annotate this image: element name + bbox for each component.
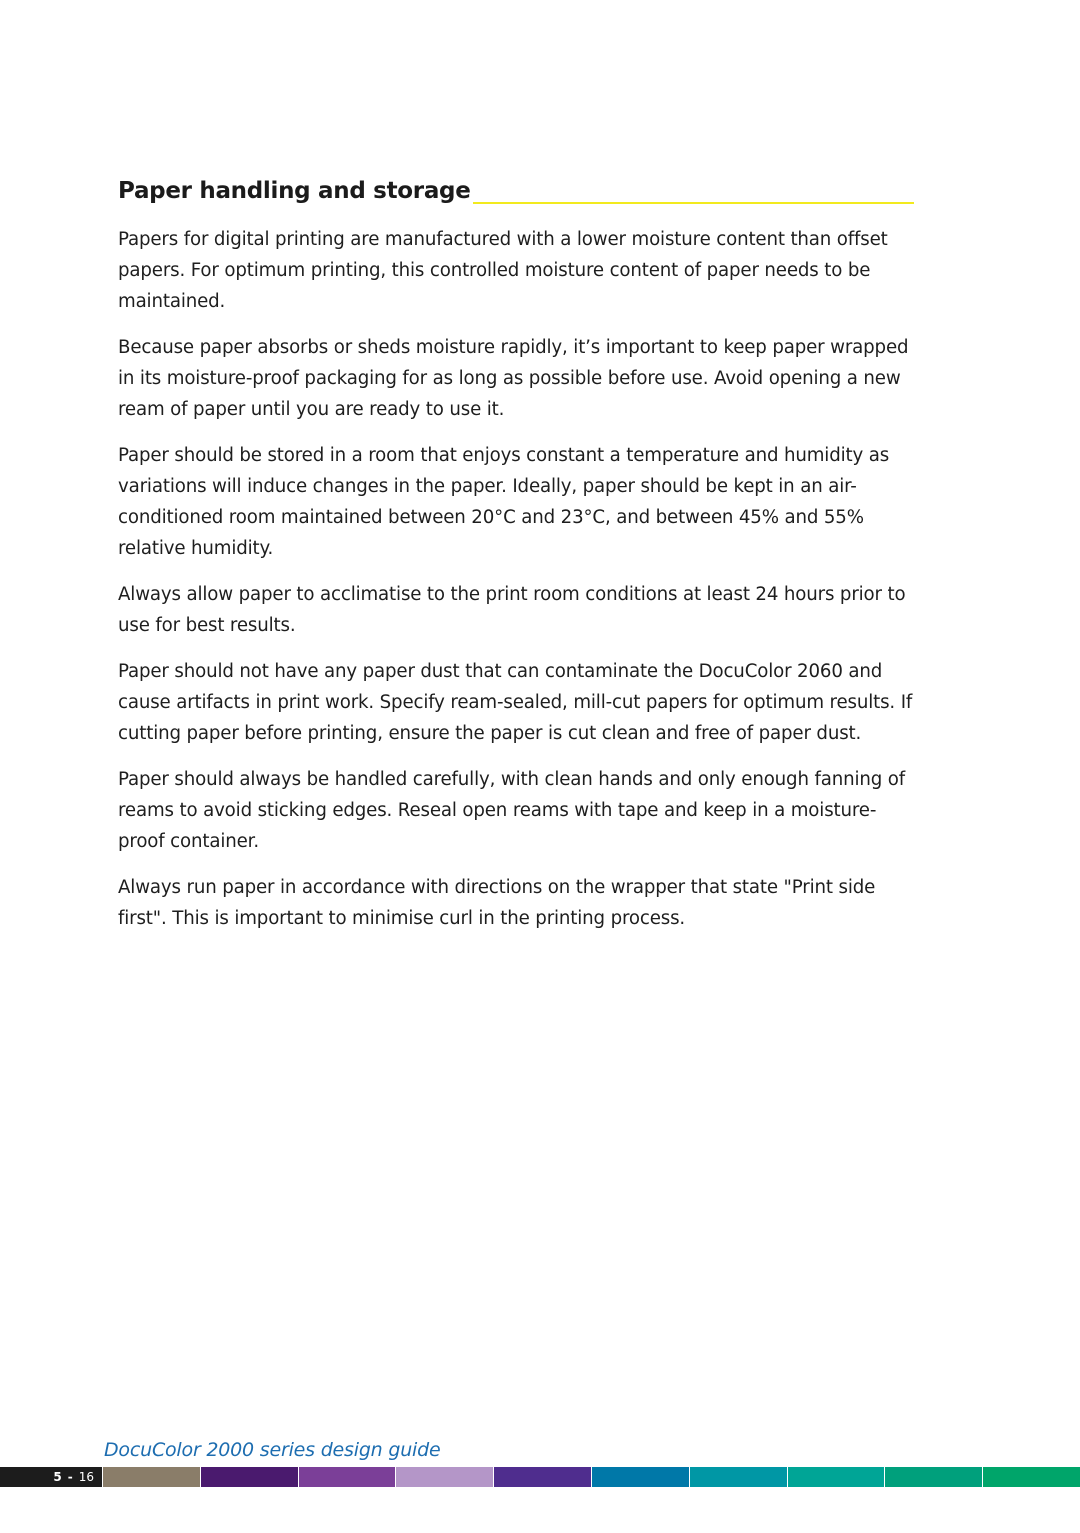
color-swatch [690, 1467, 787, 1487]
paragraph-paper-dust: Paper should not have any paper dust that can contaminate the DocuColor 2060 and cause artifacts in print work. Specify ream-sealed, mill-cut papers for optimum results. If cutting paper before printing, ensure the paper is cut clean and free of paper dust. [118, 661, 913, 744]
color-swatch [592, 1467, 689, 1487]
paragraph-packaging: Because paper absorbs or sheds moisture rapidly, it’s important to keep paper wrapped in its moisture-proof packaging for as long as possible before use. Avoid opening a new ream of paper until you are ready to use it. [118, 337, 909, 420]
color-swatch [788, 1467, 885, 1487]
page-dash: - [67, 1470, 73, 1484]
color-swatch [103, 1467, 200, 1487]
page-number [0, 1467, 102, 1487]
page-index: 16 [78, 1470, 94, 1484]
paragraph-handling: Paper should always be handled carefully, with clean hands and only enough fanning of reams to avoid sticking edges. Reseal open reams with tape and keep in a moisture-proof container. [118, 769, 905, 852]
color-swatch [396, 1467, 493, 1487]
page-content [118, 176, 914, 949]
footer-guide-title: DocuColor 2000 series design guide [104, 1439, 441, 1461]
page-section: 5 [53, 1470, 62, 1484]
heading-row [118, 176, 914, 206]
color-swatch [885, 1467, 982, 1487]
paragraph-storage-room: Paper should be stored in a room that enjoys constant a temperature and humidity as variations will induce changes in the paper. Ideally, paper should be kept in an air-conditioned room maintained between 20°C and 23°C, and between 45% and 55% relative humidity. [118, 445, 890, 559]
page-title: Paper handling and storage [118, 178, 471, 204]
color-swatch [983, 1467, 1080, 1487]
color-swatch [494, 1467, 591, 1487]
footer-color-bar [0, 1467, 1080, 1487]
paragraph-acclimatise: Always allow paper to acclimatise to the print room conditions at least 24 hours prior to use for best results. [118, 584, 906, 636]
paragraph-moisture-content: Papers for digital printing are manufactured with a lower moisture content than offset papers. For optimum printing, this controlled moisture content of paper needs to be maintained. [118, 229, 888, 312]
paragraph-print-side: Always run paper in accordance with directions on the wrapper that state "Print side first". This is important to minimise curl in the printing process. [118, 877, 876, 929]
color-swatch [201, 1467, 298, 1487]
color-swatch [299, 1467, 396, 1487]
